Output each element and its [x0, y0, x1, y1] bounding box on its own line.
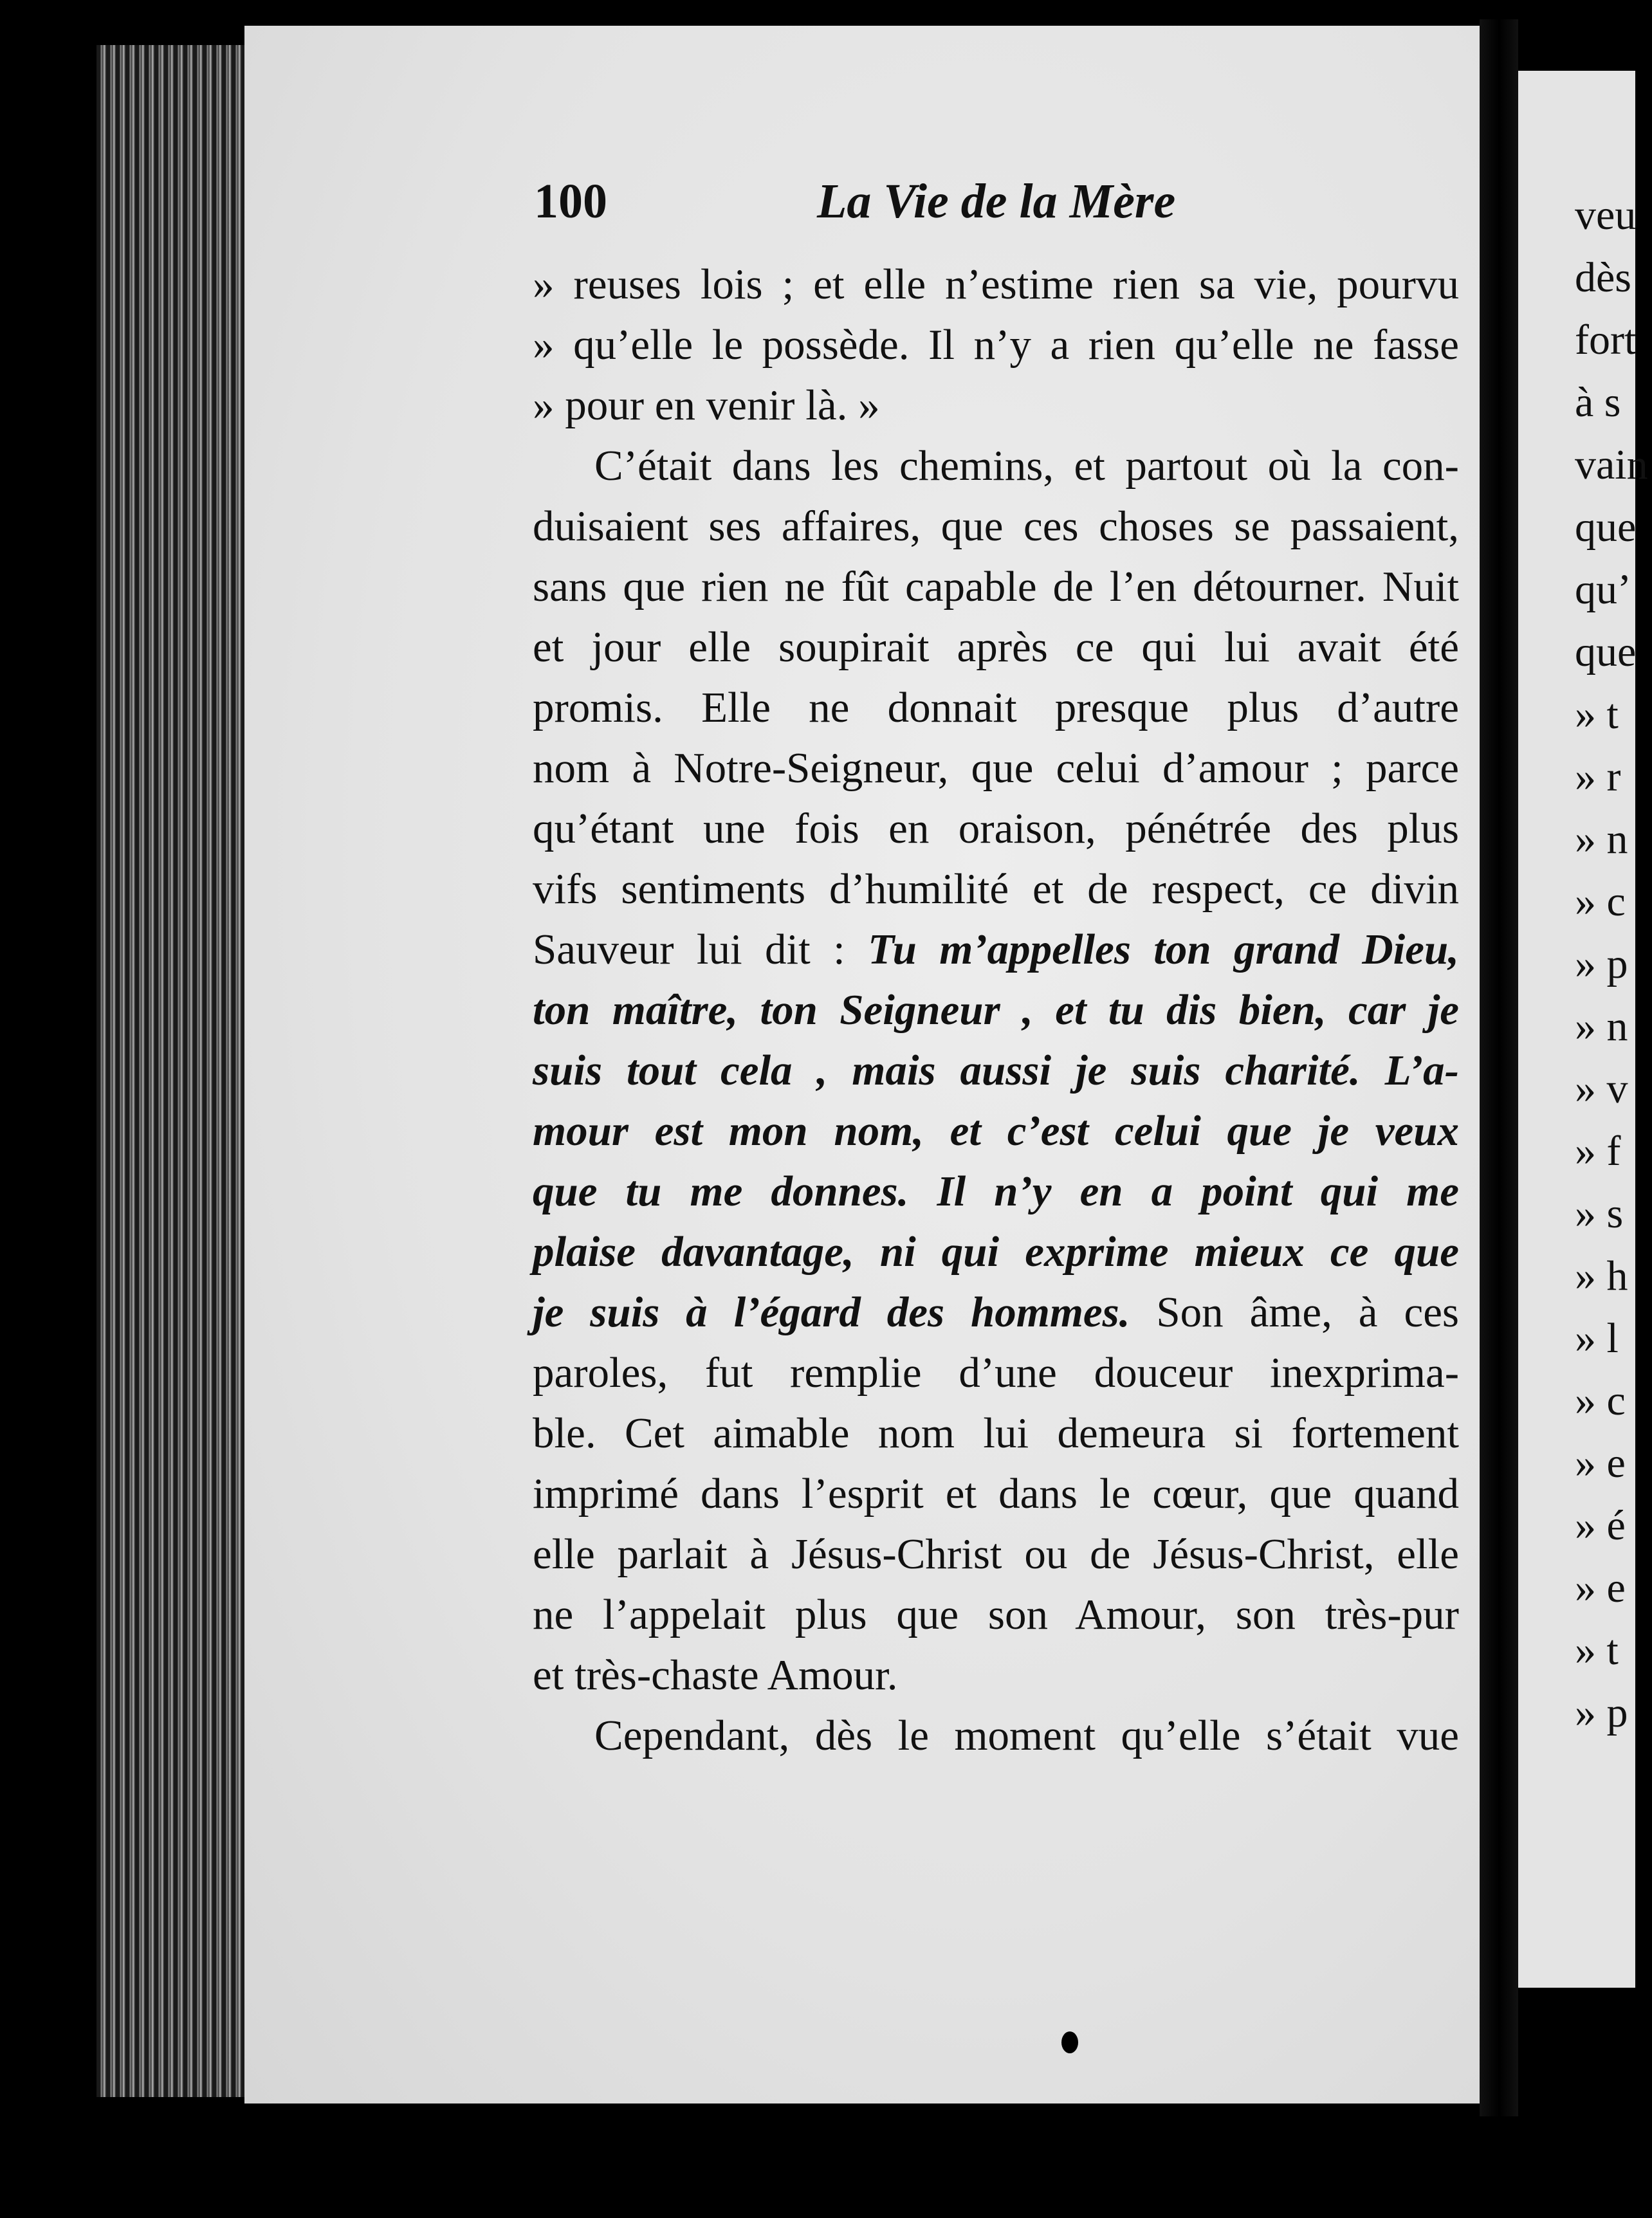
text-segment: paroles, fut remplie d’une douceur inexprima- [533, 1349, 1459, 1397]
right-page-fragment: » n [1575, 816, 1628, 863]
right-page-fragment: vain [1575, 441, 1648, 488]
text-segment: Son âme, à ces [1130, 1288, 1460, 1336]
text-line [533, 980, 1459, 1040]
right-page-fragment: fort [1575, 316, 1637, 363]
text-segment: Cependant, dès le moment qu’elle s’était vue [594, 1712, 1459, 1759]
right-page-fragment: à s [1575, 379, 1621, 426]
right-page-fragment: » p [1575, 940, 1628, 987]
text-line [533, 435, 1459, 496]
text-segment: C’était dans les chemins, et partout où la con- [594, 442, 1459, 490]
page-header [534, 174, 1473, 238]
text-segment: ne l’appelait plus que son Amour, son très-pur [533, 1591, 1459, 1638]
text-segment: » qu’elle le possède. Il n’y a rien qu’elle ne fasse [533, 321, 1459, 369]
text-segment: qu’étant une fois en oraison, pénétrée des plus [533, 805, 1459, 852]
text-segment: promis. Elle ne donnait presque plus d’autre [533, 684, 1459, 731]
right-page-fragment: » l [1575, 1315, 1619, 1362]
text-line [533, 1222, 1459, 1282]
text-line [533, 677, 1459, 738]
right-page-fragment: » c [1575, 878, 1626, 925]
right-page-fragment: » é [1575, 1502, 1626, 1549]
text-line [533, 1403, 1459, 1463]
right-page-fragment: que [1575, 628, 1637, 675]
right-page-fragment: dès [1575, 254, 1631, 301]
right-page-fragment: veu [1575, 192, 1637, 239]
text-segment: duisaient ses affaires, que ces choses se passaient, [533, 502, 1459, 550]
right-page-fragment: » t [1575, 691, 1619, 738]
running-title: La Vie de la Mère [817, 174, 1176, 228]
text-segment: ble. Cet aimable nom lui demeura si fortement [533, 1409, 1459, 1457]
text-line [533, 315, 1459, 375]
italic-text: plaise davantage, ni qui exprime mieux ce que [533, 1228, 1459, 1276]
italic-text: ton maître, ton Seigneur , et tu dis bien, car je [533, 986, 1459, 1034]
body-text [533, 254, 1459, 1766]
text-line [533, 1343, 1459, 1403]
book-gutter [1480, 19, 1518, 2116]
italic-text: que tu me donnes. Il n’y en a point qui me [533, 1168, 1459, 1215]
italic-text: mour est mon nom, et c’est celui que je veux [533, 1107, 1459, 1155]
text-segment: sans que rien ne fût capable de l’en détourner. Nuit [533, 563, 1459, 610]
text-segment: elle parlait à Jésus-Christ ou de Jésus-Christ, elle [533, 1530, 1459, 1578]
text-segment: nom à Notre-Seigneur, que celui d’amour ; parce [533, 744, 1459, 792]
text-line [533, 1705, 1459, 1766]
right-page [1518, 71, 1648, 1988]
text-line [533, 1161, 1459, 1222]
text-line [533, 254, 1459, 315]
right-page-fragment: que [1575, 504, 1637, 551]
ink-spot [1061, 2031, 1078, 2053]
right-page-fragment: » r [1575, 753, 1621, 800]
page-edges [96, 45, 244, 2097]
right-page-fragment: » e [1575, 1564, 1626, 1611]
right-page-fragment: » f [1575, 1128, 1621, 1175]
italic-text: Tu m’appelles ton grand Dieu, [868, 926, 1459, 973]
text-line [533, 1040, 1459, 1101]
text-line [533, 617, 1459, 677]
text-line [533, 1101, 1459, 1161]
text-segment: et jour elle soupirait après ce qui lui avait été [533, 623, 1459, 671]
right-page-fragment: » t [1575, 1627, 1619, 1674]
right-page-fragment: » s [1575, 1190, 1624, 1237]
text-segment: vifs sentiments d’humilité et de respect, ce divin [533, 865, 1459, 913]
text-line [533, 738, 1459, 798]
italic-text: suis tout cela , mais aussi je suis charité. L’a- [533, 1047, 1459, 1094]
text-segment: » pour en venir là. » [533, 381, 880, 429]
text-segment: imprimé dans l’esprit et dans le cœur, que quand [533, 1470, 1459, 1517]
right-page-fragment: » e [1575, 1440, 1626, 1487]
right-page-fragment: qu’ [1575, 566, 1631, 613]
text-line [533, 859, 1459, 919]
text-line [533, 496, 1459, 556]
text-line [533, 556, 1459, 617]
text-line [533, 1282, 1459, 1343]
text-line [533, 375, 1459, 435]
right-page-fragment: » v [1575, 1065, 1628, 1112]
right-page-fragment: » h [1575, 1252, 1628, 1299]
text-line [533, 1463, 1459, 1524]
text-line [533, 798, 1459, 859]
right-page-fragment: » n [1575, 1003, 1628, 1050]
right-page-fragment: » c [1575, 1377, 1626, 1424]
text-segment: Sauveur lui dit : [533, 926, 868, 973]
text-segment: » reuses lois ; et elle n’estime rien sa vie, pourvu [533, 261, 1459, 308]
text-line [533, 919, 1459, 980]
text-segment: et très-chaste Amour. [533, 1651, 898, 1699]
text-line [533, 1645, 1459, 1705]
right-page-fragment: » p [1575, 1689, 1628, 1736]
italic-text: je suis à l’égard des hommes. [533, 1288, 1130, 1336]
text-line [533, 1584, 1459, 1645]
page-number: 100 [534, 174, 607, 228]
text-line [533, 1524, 1459, 1584]
